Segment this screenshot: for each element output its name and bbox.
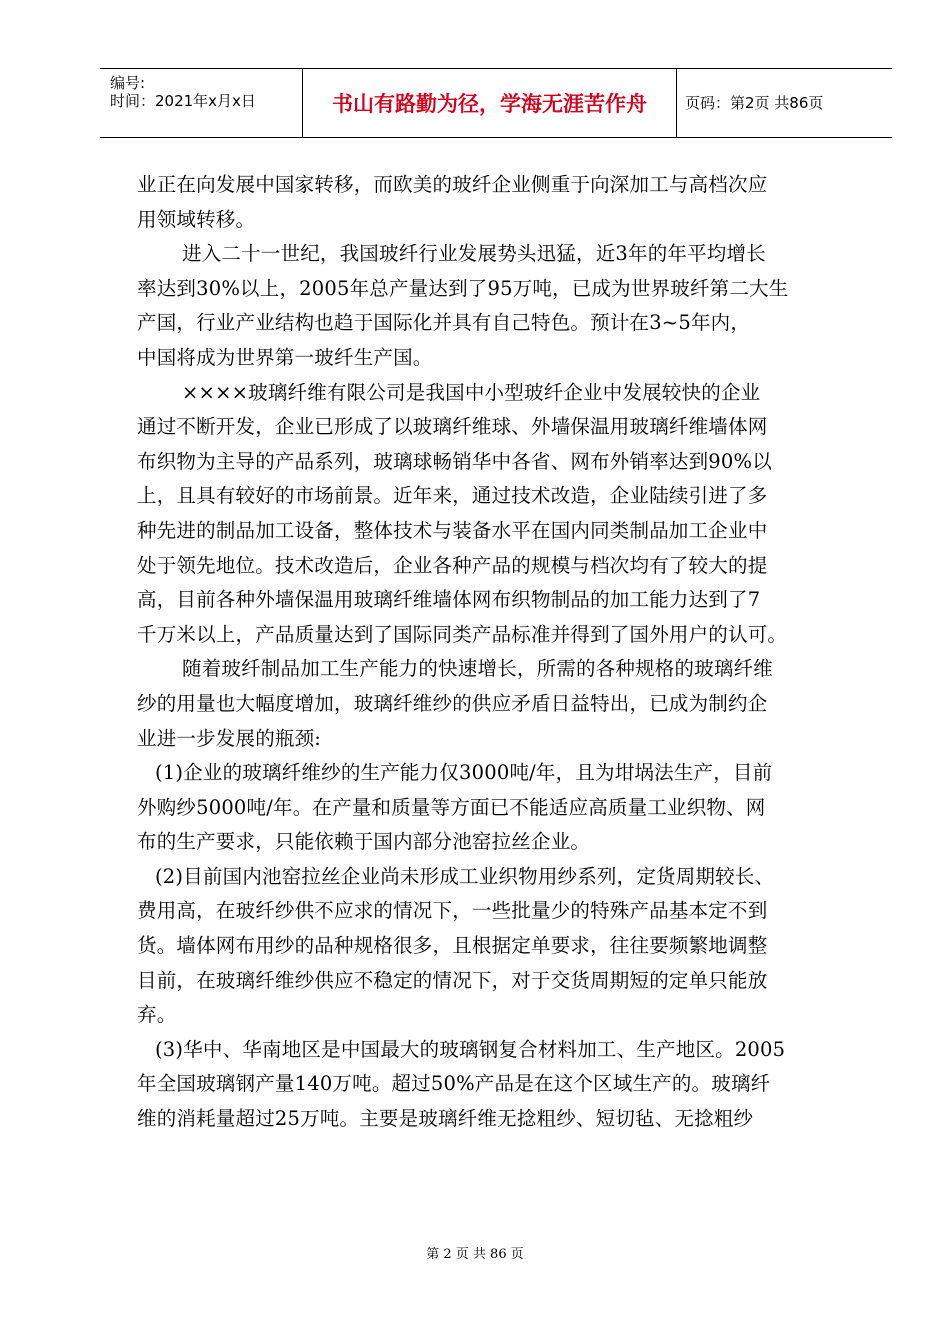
body-line: 布织物为主导的产品系列，玻璃球畅销华中各省、网布外销率达到90%以 — [137, 449, 772, 473]
body-line: 高，目前各种外墙保温用玻璃纤维墙体网布织物制品的加工能力达到了7 — [137, 588, 761, 612]
body-line: ××××玻璃纤维有限公司是我国中小型玻纤企业中发展较快的企业 — [182, 380, 761, 404]
body-line: 上，且具有较好的市场前景。近年来，通过技术改造，企业陆续引进了多 — [137, 484, 768, 508]
header-meta-cell — [100, 69, 303, 137]
header-page-number: 页码：第2页 共86页 — [685, 94, 824, 112]
body-line: 目前，在玻璃纤维纱供应不稳定的情况下，对于交货周期短的定单只能放 — [137, 968, 768, 992]
body-line: (2)目前国内池窑拉丝企业尚未形成工业织物用纱系列，定货周期较长、 — [155, 864, 775, 888]
body-line: 随着玻纤制品加工生产能力的快速增长，所需的各种规格的玻璃纤维 — [182, 657, 774, 681]
body-line: 进入二十一世纪，我国玻纤行业发展势头迅猛，近3年的年平均增长 — [182, 242, 766, 266]
body-line: (1)企业的玻璃纤维纱的生产能力仅3000吨/年，且为坩埚法生产，目前 — [155, 761, 773, 785]
body-line: (3)华中、华南地区是中国最大的玻璃钢复合材料加工、生产地区。2005 — [155, 1037, 786, 1061]
body-line: 年全国玻璃钢产量140万吨。超过50%产品是在这个区域生产的。玻璃纤 — [137, 1072, 771, 1096]
body-line: 千万米以上，产品质量达到了国际同类产品标准并得到了国外用户的认可。 — [137, 622, 788, 646]
body-line: 业正在向发展中国家转移，而欧美的玻纤企业侧重于向深加工与高档次应 — [137, 173, 768, 196]
body-line: 外购纱5000吨/年。在产量和质量等方面已不能适应高质量工业织物、网 — [137, 795, 766, 819]
body-line: 通过不断开发，企业已形成了以玻璃纤维球、外墙保温用玻璃纤维墙体网 — [137, 415, 768, 439]
document-number-label: 编号: — [110, 74, 146, 92]
body-line: 业进一步发展的瓶颈: — [137, 726, 322, 750]
body-line: 弃。 — [137, 1003, 177, 1027]
body-line: 种先进的制品加工设备，整体技术与装备水平在国内同类制品加工企业中 — [137, 518, 768, 542]
body-line: 纱的用量也大幅度增加，玻璃纤维纱的供应矛盾日益特出，已成为制约企 — [137, 691, 768, 715]
body-line: 费用高，在玻纤纱供不应求的情况下，一些批量少的特殊产品基本定不到 — [137, 899, 768, 923]
header-motto: 书山有路勤为径，学海无涯苦作舟 — [332, 92, 647, 116]
page-header — [100, 68, 892, 138]
body-line: 产国，行业产业结构也趋于国际化并具有自己特色。预计在3~5年内， — [137, 311, 751, 335]
document-time-label: 时间：2021年x月x日 — [110, 92, 256, 110]
body-line: 货。墙体网布用纱的品种规格很多，且根据定单要求，往往要频繁地调整 — [137, 934, 768, 958]
header-motto-cell — [303, 69, 677, 137]
body-line: 用领域转移。 — [137, 207, 256, 231]
body-line: 中国将成为世界第一玻纤生产国。 — [137, 345, 433, 369]
body-line: 维的消耗量超过25万吨。主要是玻璃纤维无捻粗纱、短切毡、无捻粗纱 — [137, 1107, 754, 1131]
header-page-cell — [677, 69, 892, 137]
document-body — [137, 168, 860, 1137]
page-footer: 第 2 页 共 86 页 — [426, 1247, 524, 1262]
body-line: 处于领先地位。技术改造后，企业各种产品的规模与档次均有了较大的提 — [137, 553, 768, 577]
body-line: 布的生产要求，只能依赖于国内部分池窑拉丝企业。 — [137, 830, 591, 854]
body-line: 率达到30%以上，2005年总产量达到了95万吨，已成为世界玻纤第二大生 — [137, 276, 789, 300]
